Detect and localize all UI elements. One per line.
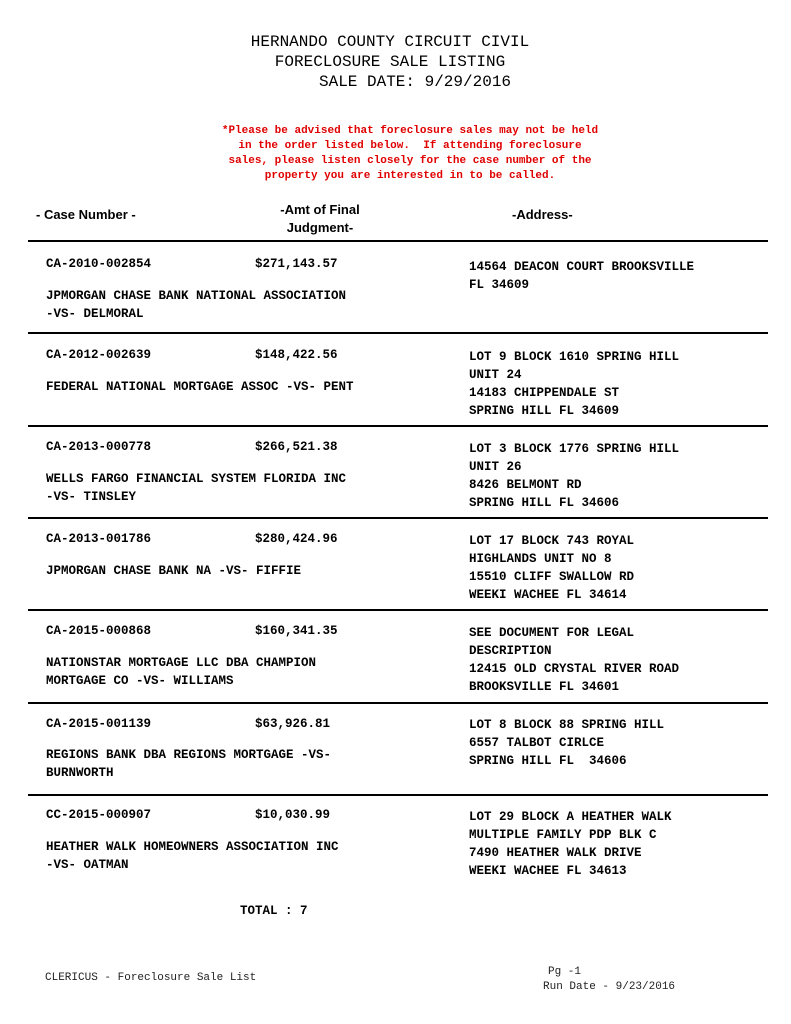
notice-line: property you are interested in to be called. xyxy=(264,170,556,182)
address-line: WEEKI WACHEE FL 34614 xyxy=(469,588,627,602)
property-address xyxy=(469,348,679,420)
party-line: JPMORGAN CHASE BANK NA -VS- FIFFIE xyxy=(46,564,302,578)
address-line: 7490 HEATHER WALK DRIVE xyxy=(469,846,642,860)
address-line: 8426 BELMONT RD xyxy=(469,478,582,492)
advisory-notice xyxy=(180,124,640,184)
address-line: SPRING HILL FL 34609 xyxy=(469,404,620,418)
party-line: REGIONS BANK DBA REGIONS MORTGAGE -VS- xyxy=(46,748,332,762)
case-number: CA-2015-000868 xyxy=(46,624,152,638)
parties xyxy=(46,746,331,782)
amount-header-line-1: -Amt of Final xyxy=(280,202,360,217)
divider xyxy=(28,425,768,427)
column-header-amount xyxy=(252,201,388,237)
address-line: SPRING HILL FL 34606 xyxy=(469,496,620,510)
address-line: LOT 8 BLOCK 88 SPRING HILL xyxy=(469,718,665,732)
party-line: NATIONSTAR MORTGAGE LLC DBA CHAMPION xyxy=(46,656,317,670)
title-line-1: HERNANDO COUNTY CIRCUIT CIVIL xyxy=(250,33,530,51)
parties xyxy=(46,654,316,690)
address-line: MULTIPLE FAMILY PDP BLK C xyxy=(469,828,657,842)
title-line-2: FORECLOSURE SALE LISTING xyxy=(274,53,506,71)
divider xyxy=(28,332,768,334)
notice-line: in the order listed below. If attending foreclosure xyxy=(238,140,582,152)
property-address xyxy=(469,440,679,512)
column-header-case-number: - Case Number - xyxy=(36,207,136,222)
parties xyxy=(46,470,346,506)
address-line: UNIT 26 xyxy=(469,460,522,474)
property-address xyxy=(469,624,679,696)
party-line: -VS- TINSLEY xyxy=(46,490,137,504)
judgment-amount: $148,422.56 xyxy=(255,348,338,362)
parties xyxy=(46,287,346,323)
party-line: BURNWORTH xyxy=(46,766,114,780)
address-line: SPRING HILL FL 34606 xyxy=(469,754,627,768)
case-number: CC-2015-000907 xyxy=(46,808,152,822)
party-line: -VS- DELMORAL xyxy=(46,307,144,321)
address-line: BROOKSVILLE FL 34601 xyxy=(469,680,620,694)
address-line: LOT 3 BLOCK 1776 SPRING HILL xyxy=(469,442,680,456)
address-line: UNIT 24 xyxy=(469,368,522,382)
party-line: JPMORGAN CHASE BANK NATIONAL ASSOCIATION xyxy=(46,289,347,303)
party-line: FEDERAL NATIONAL MORTGAGE ASSOC -VS- PENT xyxy=(46,380,354,394)
address-line: LOT 9 BLOCK 1610 SPRING HILL xyxy=(469,350,680,364)
judgment-amount: $160,341.35 xyxy=(255,624,338,638)
property-address xyxy=(469,258,694,294)
address-line: FL 34609 xyxy=(469,278,530,292)
footer-page-number: Pg -1 xyxy=(548,966,582,978)
property-address xyxy=(469,808,672,880)
parties xyxy=(46,562,301,580)
column-header-address: -Address- xyxy=(512,207,573,222)
party-line: -VS- OATMAN xyxy=(46,858,129,872)
case-number: CA-2013-000778 xyxy=(46,440,152,454)
amount-header-line-2: Judgment- xyxy=(286,220,354,235)
address-line: SEE DOCUMENT FOR LEGAL xyxy=(469,626,635,640)
document-title xyxy=(180,32,600,92)
property-address xyxy=(469,716,664,770)
address-line: 14183 CHIPPENDALE ST xyxy=(469,386,620,400)
address-line: WEEKI WACHEE FL 34613 xyxy=(469,864,627,878)
case-number: CA-2012-002639 xyxy=(46,348,152,362)
divider xyxy=(28,240,768,242)
address-line: LOT 29 BLOCK A HEATHER WALK xyxy=(469,810,672,824)
parties xyxy=(46,378,354,396)
party-line: MORTGAGE CO -VS- WILLIAMS xyxy=(46,674,234,688)
footer-run-date: Run Date - 9/23/2016 xyxy=(543,981,676,993)
address-line: 15510 CLIFF SWALLOW RD xyxy=(469,570,635,584)
judgment-amount: $271,143.57 xyxy=(255,257,338,271)
address-line: LOT 17 BLOCK 743 ROYAL xyxy=(469,534,635,548)
parties xyxy=(46,838,339,874)
judgment-amount: $266,521.38 xyxy=(255,440,338,454)
address-line: DESCRIPTION xyxy=(469,644,552,658)
case-number: CA-2010-002854 xyxy=(46,257,152,271)
notice-line: sales, please listen closely for the case number of the xyxy=(228,155,592,167)
judgment-amount: $280,424.96 xyxy=(255,532,338,546)
case-number: CA-2015-001139 xyxy=(46,717,152,731)
divider xyxy=(28,794,768,796)
address-line: 12415 OLD CRYSTAL RIVER ROAD xyxy=(469,662,680,676)
party-line: WELLS FARGO FINANCIAL SYSTEM FLORIDA INC xyxy=(46,472,347,486)
footer-system-label: CLERICUS - Foreclosure Sale List xyxy=(45,972,257,984)
total-count: TOTAL : 7 xyxy=(240,904,308,918)
property-address xyxy=(469,532,634,604)
divider xyxy=(28,702,768,704)
address-line: 6557 TALBOT CIRLCE xyxy=(469,736,605,750)
judgment-amount: $63,926.81 xyxy=(255,717,331,731)
address-line: 14564 DEACON COURT BROOKSVILLE xyxy=(469,260,695,274)
case-number: CA-2013-001786 xyxy=(46,532,152,546)
address-line: HIGHLANDS UNIT NO 8 xyxy=(469,552,612,566)
party-line: HEATHER WALK HOMEOWNERS ASSOCIATION INC xyxy=(46,840,339,854)
notice-line: *Please be advised that foreclosure sales may not be held xyxy=(221,125,599,137)
title-line-3: SALE DATE: 9/29/2016 xyxy=(318,73,512,91)
divider xyxy=(28,517,768,519)
judgment-amount: $10,030.99 xyxy=(255,808,331,822)
divider xyxy=(28,609,768,611)
